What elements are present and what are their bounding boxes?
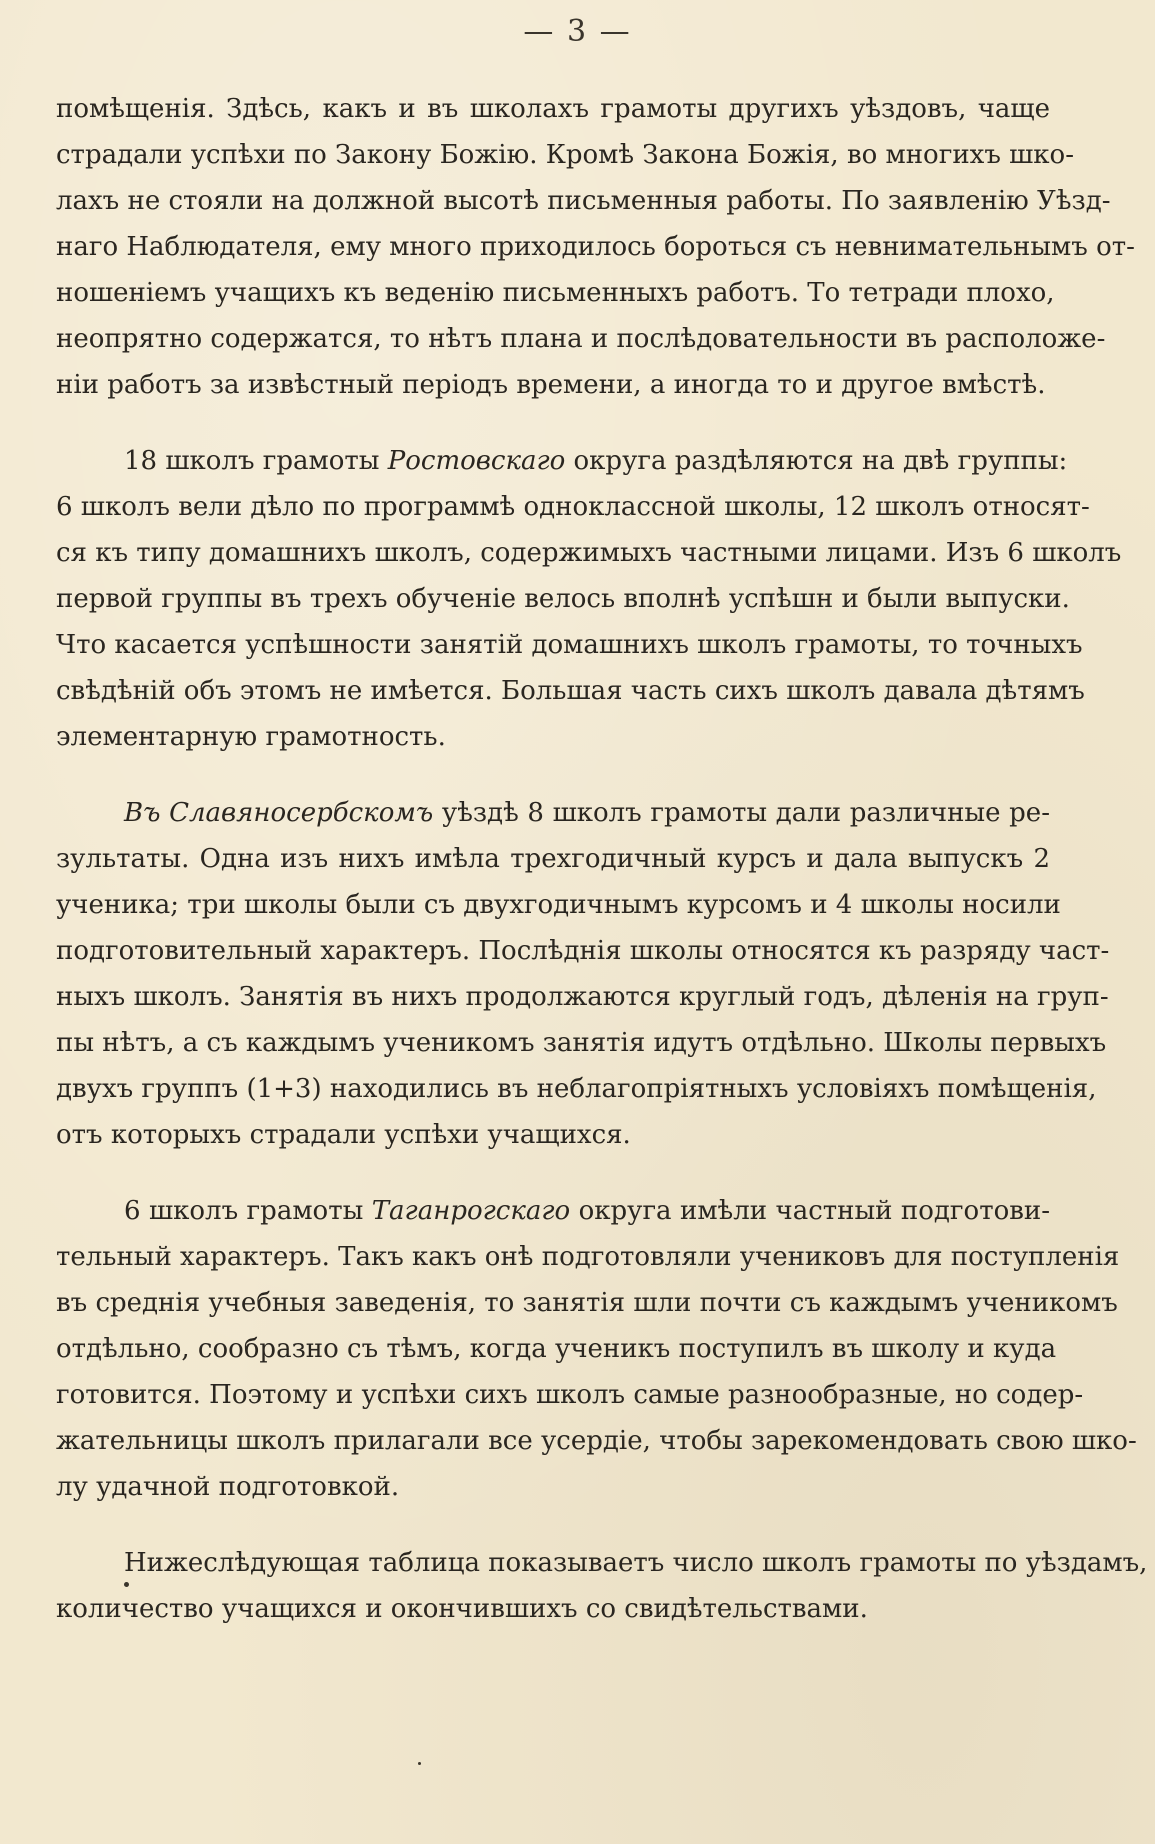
ink-speck: [124, 1582, 129, 1587]
text-line-first: [56, 438, 1068, 484]
text-run: 6 школъ грамоты: [124, 1196, 372, 1226]
text-line-first: Нижеслѣдующая таблица показываетъ число школъ грамоты по уѣздамъ,: [124, 1548, 1148, 1578]
text-line: свѣдѣній объ этомъ не имѣется. Большая часть сихъ школъ давала дѣтямъ: [56, 676, 1085, 706]
text-line: помѣщенія. Здѣсь, какъ и въ школахъ грамоты другихъ уѣздовъ, чаще: [56, 94, 1050, 124]
paragraph-1: [56, 86, 1135, 408]
text-line: неопрятно содержатся, то нѣтъ плана и послѣдовательности въ расположе-: [56, 324, 1106, 354]
text-line-first: [56, 1188, 1050, 1234]
text-line-first: [56, 790, 1050, 836]
text-line: ся къ типу домашнихъ школъ, содержимыхъ частными лицами. Изъ 6 школъ: [56, 538, 1122, 568]
page-number: — 3 —: [523, 14, 632, 49]
paragraph-table-intro: [56, 1540, 1148, 1632]
text-line: ношеніемъ учащихъ къ веденію письменныхъ работъ. То тетради плохо,: [56, 278, 1055, 308]
text-line: первой группы въ трехъ обученіе велось вполнѣ успѣшн и были выпуски.: [56, 584, 1070, 614]
paragraph-rostov: [56, 438, 1122, 760]
text-run: 18 школъ грамоты: [124, 446, 388, 476]
text-line: лахъ не стояли на должной высотѣ письменныя работы. По заявленію Уѣзд-: [56, 186, 1111, 216]
text-line: ученика; три школы были съ двухгодичнымъ курсомъ и 4 школы носили: [56, 890, 1061, 920]
text-line: двухъ группъ (1+3) находились въ неблагопріятныхъ условіяхъ помѣщенія,: [56, 1074, 1097, 1104]
text-line: жательницы школъ прилагали все усердіе, чтобы зарекомендовать свою шко-: [56, 1426, 1137, 1456]
paragraph-taganrog: [56, 1188, 1137, 1510]
ink-speck: [418, 1762, 421, 1765]
text-line: Что касается успѣшности занятій домашнихъ школъ грамоты, то точныхъ: [56, 630, 1083, 660]
district-name-taganrog: Таганрогскаго: [371, 1196, 571, 1226]
district-name-slavyanoserbsk: Въ Славяносербскомъ: [124, 798, 434, 828]
text-line: элементарную грамотность.: [56, 722, 446, 752]
paragraph-slavyanoserbsk: [56, 790, 1110, 1158]
text-line: въ среднія учебныя заведенія, то занятія шли почти съ каждымъ ученикомъ: [56, 1288, 1118, 1318]
text-line: страдали успѣхи по Закону Божію. Кромѣ Закона Божія, во многихъ шко-: [56, 140, 1074, 170]
text-run: округа раздѣляются на двѣ группы:: [565, 446, 1068, 476]
text-line: пы нѣтъ, а съ каждымъ ученикомъ занятія идутъ отдѣльно. Школы первыхъ: [56, 1028, 1107, 1058]
text-line: готовится. Поэтому и успѣхи сихъ школъ самые разнообразные, но содер-: [56, 1380, 1084, 1410]
text-line: тельный характеръ. Такъ какъ онѣ подготовляли учениковъ для поступленія: [56, 1242, 1120, 1272]
text-run: уѣздѣ 8 школъ грамоты дали различные ре-: [433, 798, 1050, 828]
text-run: округа имѣли частный подготови-: [570, 1196, 1050, 1226]
text-line: наго Наблюдателя, ему много приходилось бороться съ невнимательнымъ от-: [56, 232, 1135, 262]
text-line: подготовительный характеръ. Послѣднія школы относятся къ разряду част-: [56, 936, 1110, 966]
text-line: 6 школъ вели дѣло по программѣ одноклассной школы, 12 школъ относят-: [56, 492, 1090, 522]
text-line: зультаты. Одна изъ нихъ имѣла трехгодичный курсъ и дала выпускъ 2: [56, 844, 1050, 874]
body-text: [56, 86, 1148, 1662]
text-line: количество учащихся и окончившихъ со свидѣтельствами.: [56, 1594, 868, 1624]
text-line: ніи работъ за извѣстный періодъ времени, а иногда то и другое вмѣстѣ.: [56, 370, 1046, 400]
district-name-rostov: Ростовскаго: [387, 446, 566, 476]
text-line: отдѣльно, сообразно съ тѣмъ, когда ученикъ поступилъ въ школу и куда: [56, 1334, 1057, 1364]
text-line: отъ которыхъ страдали успѣхи учащихся.: [56, 1120, 631, 1150]
text-line: лу удачной подготовкой.: [56, 1472, 400, 1502]
text-line: ныхъ школъ. Занятія въ нихъ продолжаются круглый годъ, дѣленія на груп-: [56, 982, 1109, 1012]
